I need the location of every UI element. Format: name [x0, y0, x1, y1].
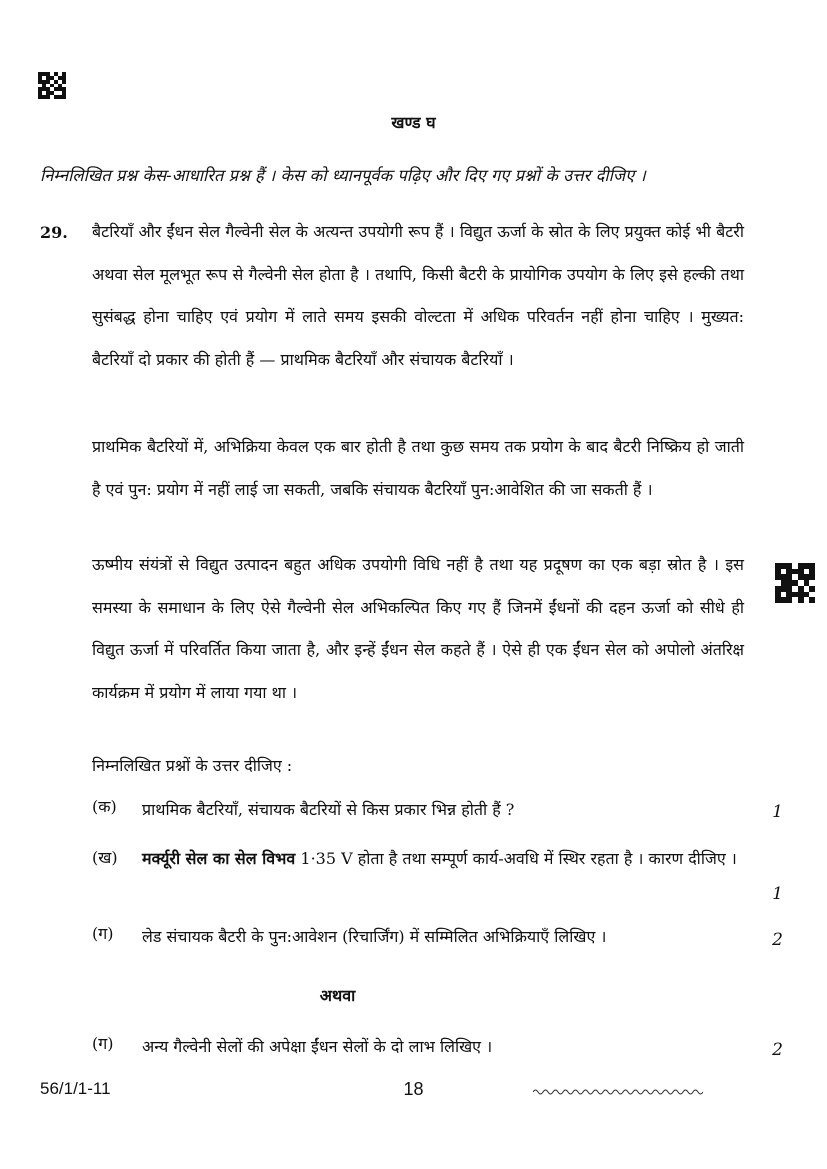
- case-paragraph: बैटरियाँ और ईंधन सेल गैल्वेनी सेल के अत्यन्त उपयोगी रूप हैं । विद्युत ऊर्जा के स्रोत के लिए प्रयुक्त कोई भी बैटरी अथवा सेल मूलभूत रूप से गैल्वेनी सेल होता है । तथापि, किसी बैटरी के प्रायोगिक उपयोग के लिए इसे हल्की तथा सुसंबद्ध होना चाहिए एवं प्रयोग में लाते समय इसकी वोल्टता में अधिक परिवर्तन नहीं होना चाहिए । मुख्यत: बैटरियाँ दो प्रकार की होती हैं — प्राथमिक बैटरियाँ और संचायक बैटरियाँ ।: [92, 222, 744, 369]
- qr-code-icon: [775, 563, 815, 603]
- marks: 1: [772, 802, 783, 822]
- instruction-text: निम्नलिखित प्रश्न केस-आधारित प्रश्न हैं । केस को ध्यानपूर्वक पढ़िए और दिए गए प्रश्नों के उत्तर दीजिए ।: [40, 166, 646, 185]
- subquestion-text: प्राथमिक बैटरियाँ, संचायक बैटरियों से किस प्रकार भिन्न होती हैं ?: [142, 800, 515, 819]
- case-paragraph: प्राथमिक बैटरियों में, अभिक्रिया केवल एक बार होती है तथा कुछ समय तक प्रयोग के बाद बैटरी निष्क्रिय हो जाती है एवं पुन: प्रयोग में नहीं लाई जा सकती, जबकि संचायक बैटरियाँ पुन:आवेशित की जा सकती हैं ।: [92, 437, 744, 499]
- case-paragraph: ऊष्मीय संयंत्रों से विद्युत उत्पादन बहुत अधिक उपयोगी विधि नहीं है तथा यह प्रदूषण का एक बड़ा स्रोत है । इस समस्या के समाधान के लिए ऐसे गैल्वेनी सेल अभिकल्पित किए गए हैं जिनमें ईंधनों की दहन ऊर्जा को सीधे ही विद्युत ऊर्जा में परिवर्तित किया जाता है, और इन्हें ईंधन सेल कहते हैं । ऐसे ही एक ईंधन सेल को अपोलो अंतरिक्ष कार्यक्रम में प्रयोग में लाया गया था ।: [92, 555, 744, 702]
- or-separator: अथवा: [319, 986, 356, 1005]
- subquestion-text: लेड संचायक बैटरी के पुन:आवेशन (रिचार्जिंग) में सम्मिलित अभिक्रियाएँ लिखिए ।: [142, 927, 607, 946]
- section-title: खण्ड घ: [391, 113, 436, 132]
- question-number: 29.: [40, 223, 68, 242]
- answer-prompt: निम्नलिखित प्रश्नों के उत्तर दीजिए :: [92, 756, 293, 775]
- marks: 2: [772, 1040, 783, 1060]
- subquestion-text: अन्य गैल्वेनी सेलों की अपेक्षा ईंधन सेलों के दो लाभ लिखिए ।: [142, 1037, 493, 1056]
- paper-code: 56/1/1-11: [40, 1079, 111, 1098]
- subquestion-label: (ग): [92, 1034, 114, 1053]
- subquestion-text: 1·35 V होता है तथा सम्पूर्ण कार्य-अवधि में स्थिर रहता है । कारण दीजिए ।: [295, 849, 737, 868]
- subquestion-label: (ग): [92, 924, 114, 943]
- subquestion-label: (ख): [92, 848, 118, 867]
- subquestion-label: (क): [92, 797, 117, 816]
- qr-code-icon: [38, 72, 66, 99]
- marks: 1: [772, 884, 783, 904]
- marks: 2: [772, 930, 783, 950]
- wavy-line-icon: [533, 1087, 703, 1097]
- page-number: 18: [403, 1079, 424, 1099]
- subquestion-text-bold: मर्क्यूरी सेल का सेल विभव: [142, 849, 296, 868]
